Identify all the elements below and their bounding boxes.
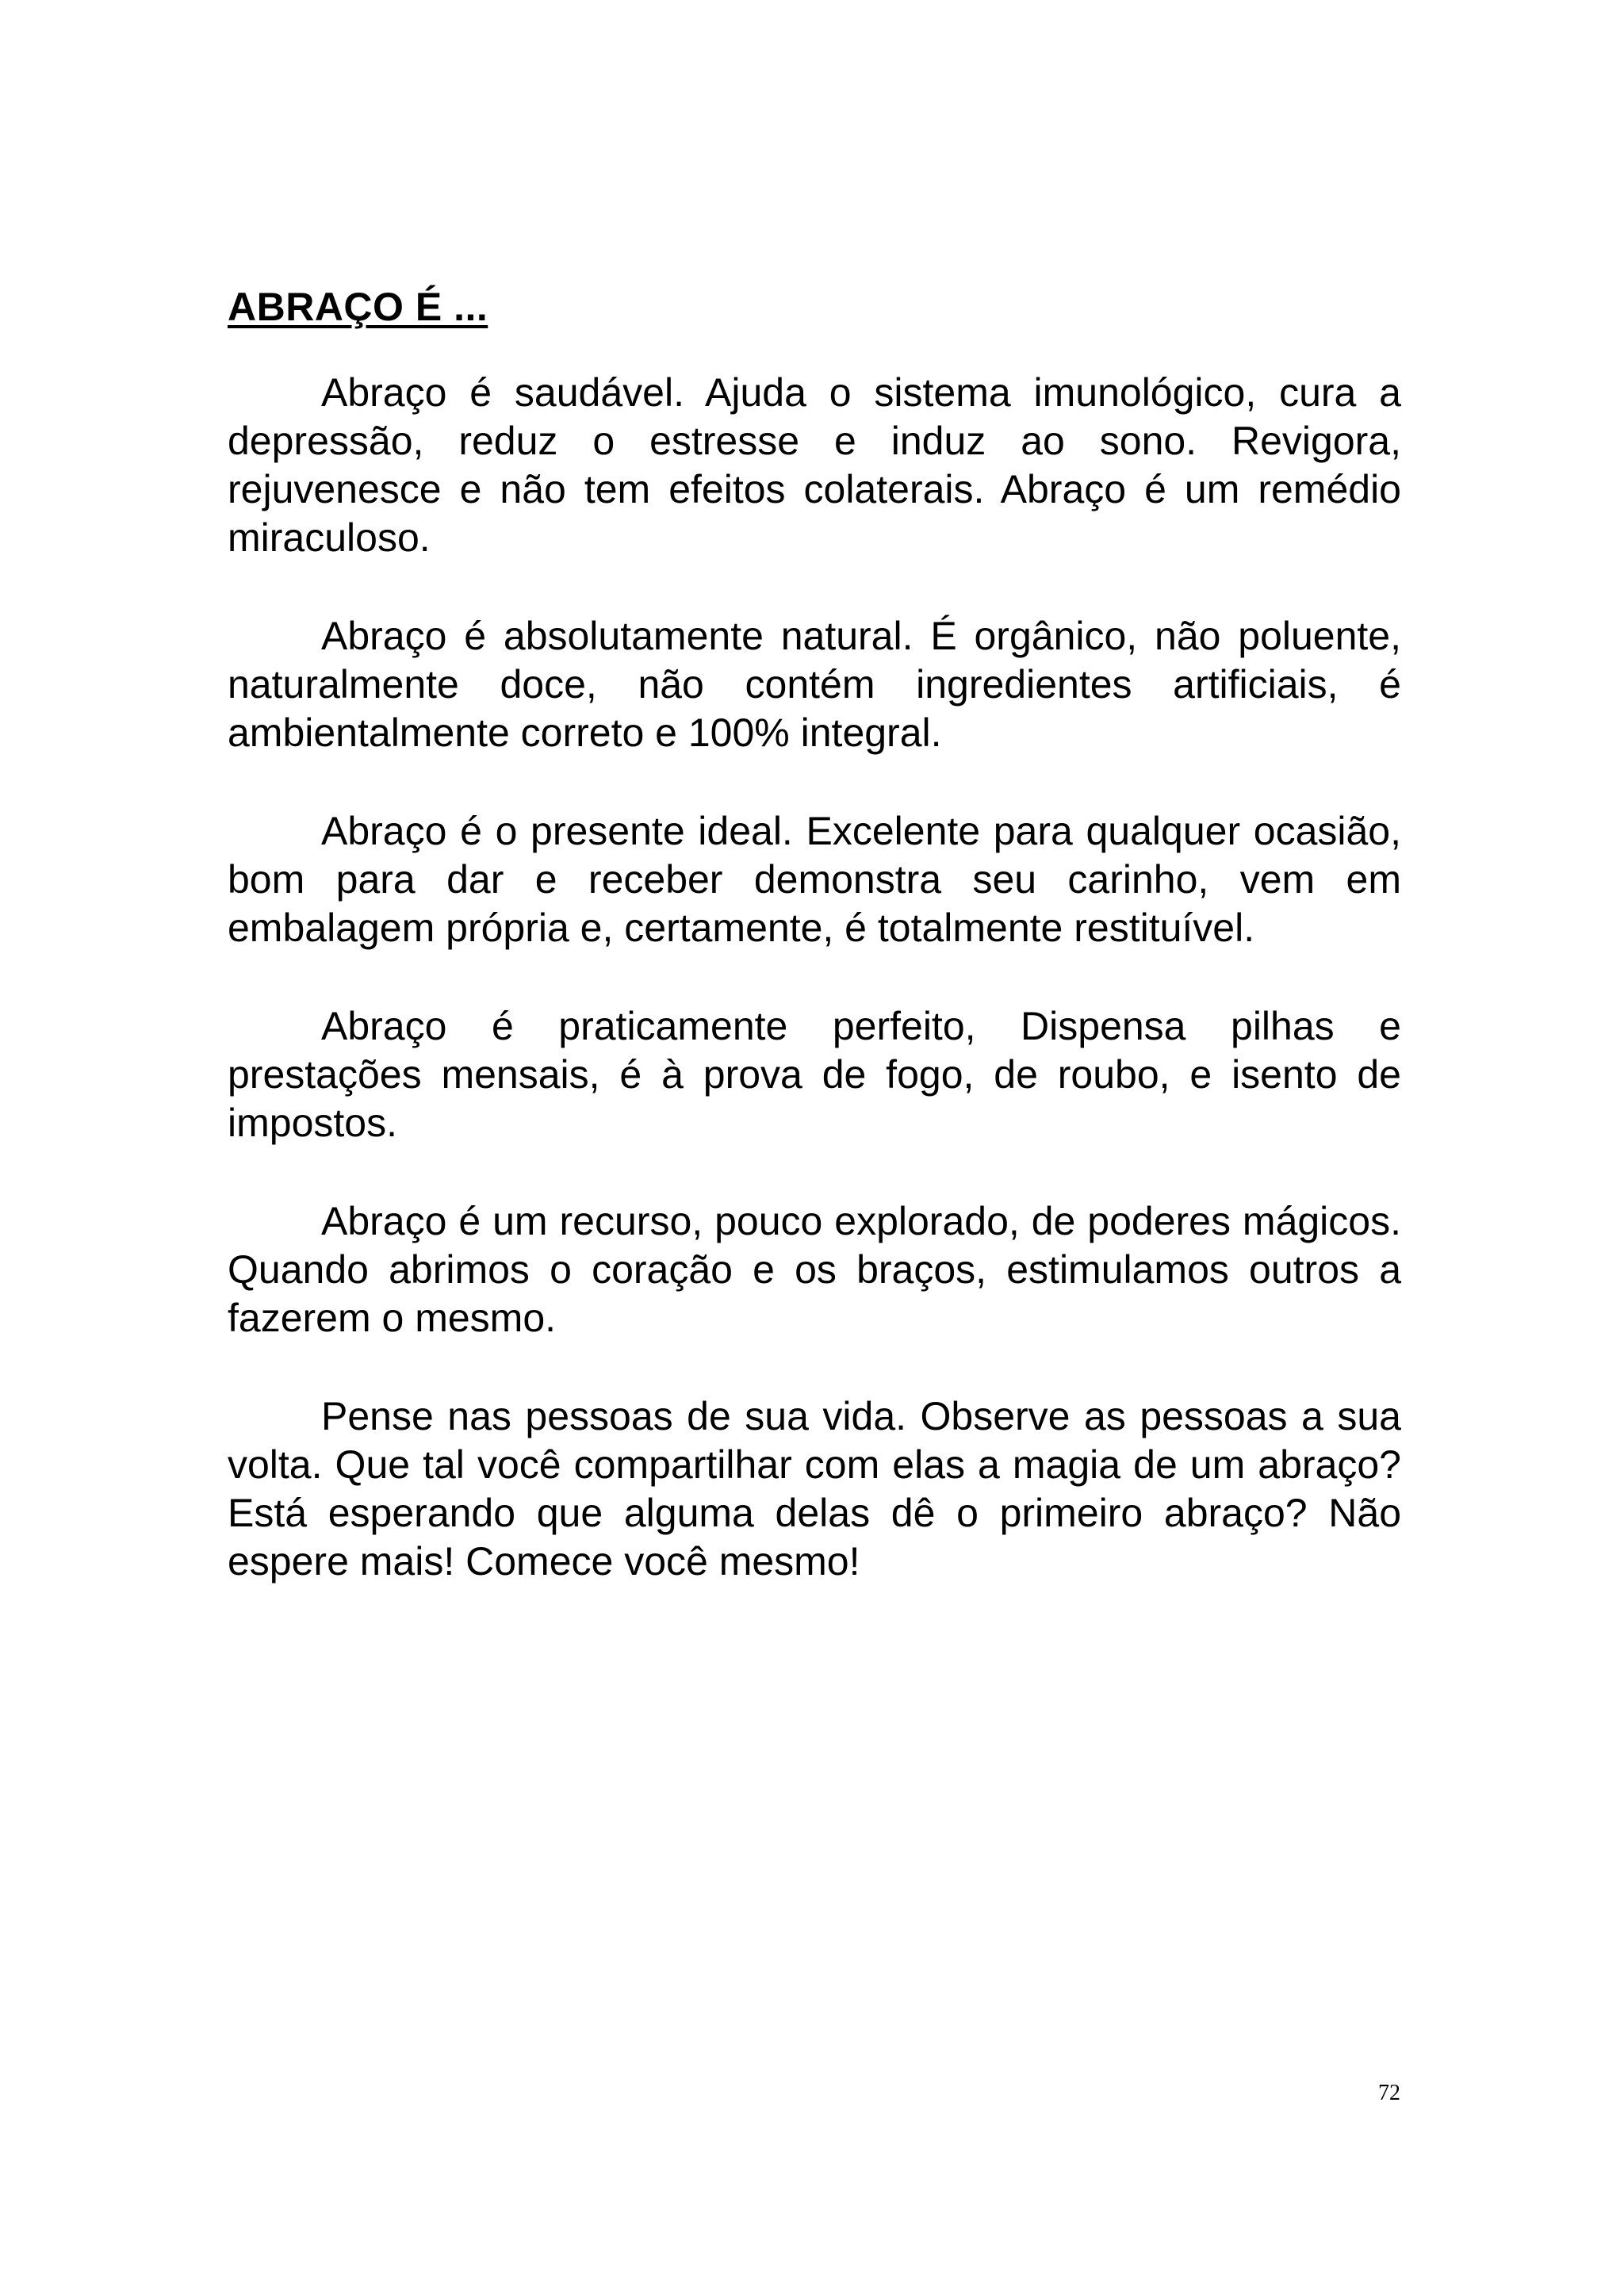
page-content: [228, 283, 1401, 1636]
paragraph-1: Abraço é saudável. Ajuda o sistema imunológico, cura a depressão, reduz o estresse e induz ao sono. Revigora, rejuvenesce e não tem efeitos colaterais. Abraço é um remédio miraculoso.: [228, 370, 1401, 560]
paragraph-4: Abraço é praticamente perfeito, Dispensa pilhas e prestações mensais, é à prova de fogo, de roubo, e isento de impostos.: [228, 1004, 1401, 1145]
paragraph-6: Pense nas pessoas de sua vida. Observe as pessoas a sua volta. Que tal você compartilhar com elas a magia de um abraço? Está esperando que alguma delas dê o primeiro abraço? Não espere mais! Comece você mesmo!: [228, 1394, 1401, 1584]
paragraph-5: Abraço é um recurso, pouco explorado, de poderes mágicos. Quando abrimos o coração e os braços, estimulamos outros a fazerem o mesmo.: [228, 1199, 1401, 1340]
page-number: 72: [1378, 2081, 1400, 2105]
page-title: ABRAÇO É ...: [228, 285, 488, 329]
paragraph-2: Abraço é absolutamente natural. É orgânico, não poluente, naturalmente doce, não contém ingredientes artificiais, é ambientalmente correto e 100% integral.: [228, 614, 1401, 755]
paragraph-3: Abraço é o presente ideal. Excelente para qualquer ocasião, bom para dar e receber demonstra seu carinho, vem em embalagem própria e, certamente, é totalmente restituível.: [228, 809, 1401, 950]
